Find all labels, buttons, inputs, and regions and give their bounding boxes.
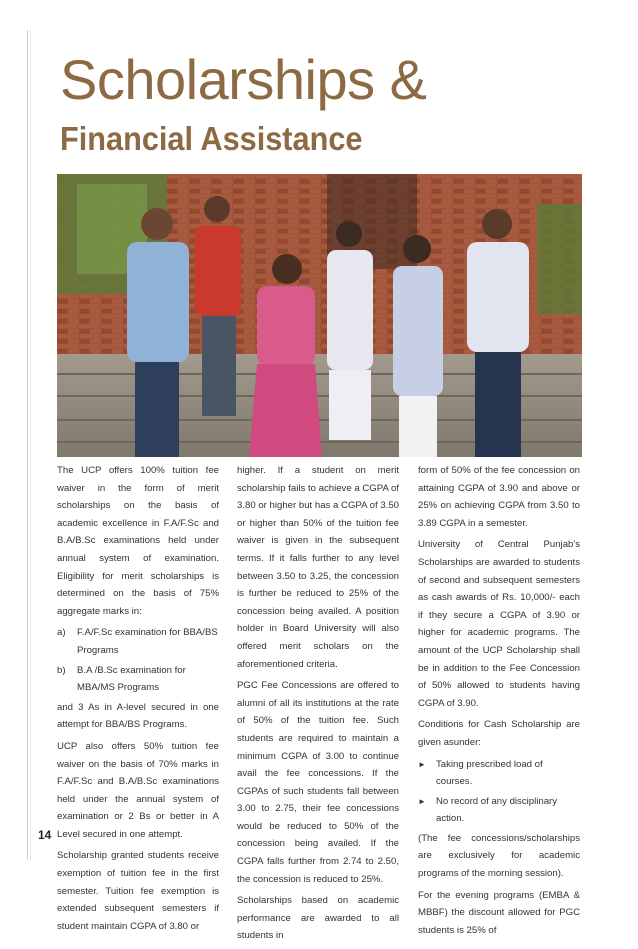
paragraph: For the evening programs (EMBA & MBBF) the discount allowed for PGC students is 25% of — [418, 889, 580, 936]
page-title-line1: Scholarships & — [60, 48, 427, 111]
paragraph: University of Central Punjab's Scholarships are awarded to students of second and subsequent semesters as cash awards of Rs. 10,000/- each if they secure a CGPA of 3.90 or higher for academic programs. The amount of the UCP Scholarship shall be in addition to the Fee Concession of 50% allowed to students having CGPA of 3.90. — [418, 539, 580, 709]
list-item — [57, 662, 219, 697]
students-photo — [57, 174, 582, 457]
bullet-item — [418, 756, 580, 791]
paragraph: Scholarship granted students receive exemption of tuition fee in the first semester. Tuition fee exemption is extended subsequent semesters if student maintain CGPA of 3.80 or — [57, 850, 219, 932]
bullet-text: Taking prescribed load of courses. — [436, 758, 543, 788]
bullet-text: No record of any disciplinary action. — [436, 795, 558, 825]
text-column-2 — [237, 462, 399, 949]
paragraph: The UCP offers 100% tuition fee waiver in the form of merit scholarships on the basis of academic excellence in F.A/F.Sc and B.A/B.Sc examinations held under annual system of examination. Eligibility for merit scholarships is determined on the basis of 75% aggregate marks in: — [57, 465, 219, 617]
page-number: 14 — [38, 828, 52, 842]
paragraph: UCP also offers 50% tuition fee waiver on the basis of 70% marks in F.A/F.Sc and B.A/B.Sc examinations held under the annual system of examination or 2 Bs or better in A Level secured in one attempt. — [57, 740, 219, 840]
paragraph: form of 50% of the fee concession on attaining CGPA of 3.90 and above or 25% on achieving CGPA from 3.50 to 3.89 CGPA in a semester. — [418, 465, 580, 529]
list-text: B.A /B.Sc examination for MBA/MS Programs — [77, 664, 186, 694]
text-column-3 — [418, 462, 580, 943]
list-text: F.A/F.Sc examination for BBA/BS Programs — [77, 627, 218, 656]
paragraph: Conditions for Cash Scholarship are given asunder: — [418, 719, 580, 748]
list-item — [57, 624, 219, 659]
page-margin-rule — [27, 30, 28, 860]
bullet-item — [418, 793, 580, 828]
list-marker: a) — [57, 627, 66, 639]
page-margin-rule-inner — [30, 30, 31, 860]
paragraph: Scholarships based on academic performance are awarded to all students in — [237, 895, 399, 942]
page-title-line2: Financial Assistance — [60, 120, 363, 157]
bullet-arrow-icon: ► — [418, 796, 426, 806]
paragraph: (The fee concessions/scholarships are exclusively for academic programs of the morning session). — [418, 832, 580, 880]
text-column-1 — [57, 462, 219, 939]
bullet-arrow-icon: ► — [418, 759, 426, 769]
paragraph: and 3 As in A-level secured in one attempt for BBA/BS Programs. — [57, 701, 219, 731]
paragraph: higher. If a student on merit scholarship fails to achieve a CGPA of 3.80 or higher but has a CGPA of 3.50 or higher than 50% of the tuition fee waiver is given in the subsequent terms. If it falls further to any level between 3.50 to 3.25, the concession is further be reduced to 25% of the concession being availed. A position holder in Board University will also offered merit scholars on the aforementioned criteria. — [237, 465, 399, 670]
paragraph: PGC Fee Concessions are offered to alumni of all its institutions at the rate of 50% of the tuition fee. Such students are required to maintain a minimum CGPA of 3.00 to continue avail the fee concessions. If the CGPAs of such students fall between 3.00 to 2.75, their fee concessions would be reduced to 50% of the concession being availed. If the CGPA falls further from 2.74 to 2.50, the concession is reduced to 25%. — [237, 680, 399, 885]
list-marker: b) — [57, 664, 66, 676]
